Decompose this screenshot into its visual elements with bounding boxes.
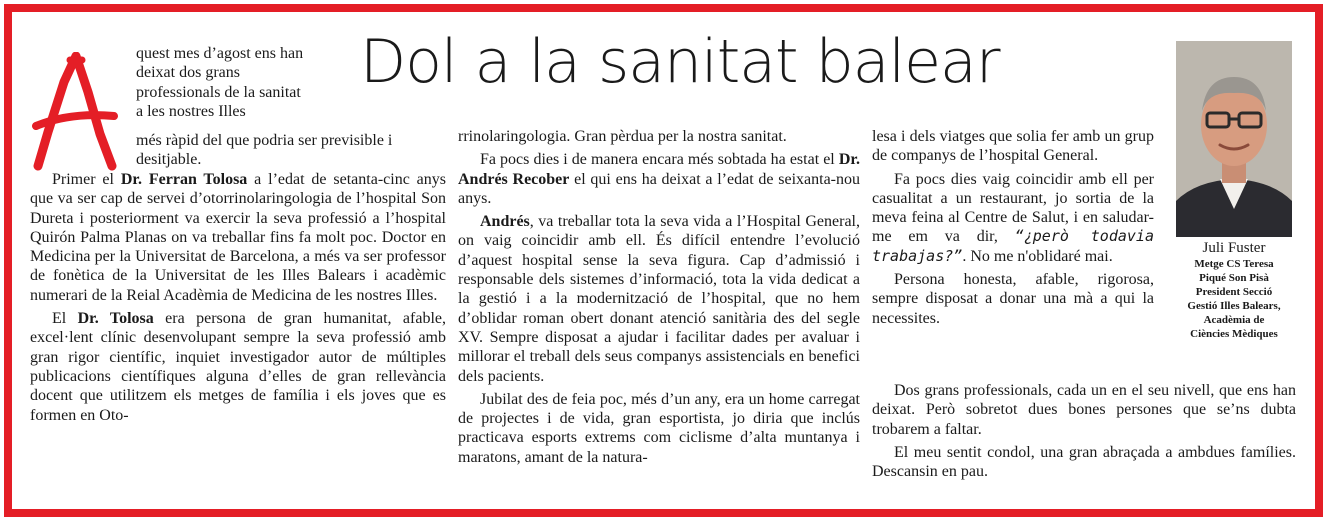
author-role-line: Piqué Son Pisà <box>1199 272 1269 284</box>
author-photo <box>1176 41 1292 237</box>
person-name: Dr. Tolosa <box>77 310 154 328</box>
author-role-line: Ciències Mèdiques <box>1190 328 1278 340</box>
person-name: Andrés <box>480 213 530 231</box>
paragraph: Jubilat des de feia poc, més d’un any, era un home carregat de projectes i de vida, gran esportista, jo diria que inclús practicava esports extrems com ciclisme d’alta muntanya i maratons, amant de la natura- <box>458 390 860 466</box>
paragraph: Andrés, va treballar tota la seva vida a l’Hospital General, on vaig coincidir amb ell. És difícil entendre l’evolució d’aquest hospital sense la seva figura. Cap d’admissió i responsable dels sistemes d’informació, tota la vida dedicat a la gestió i a la modernització de l’hospital, que no hem d’oblidar roman obert donant atenció sanitària des del segle XV. Sempre disposat a ajudar i facilitar dades per avaluar i millorar el treball dels seus companys assistencials en benefici dels pacients. <box>458 213 860 385</box>
author-role-line: Gestió Illes Balears, <box>1187 300 1281 312</box>
paragraph: Primer el Dr. Ferran Tolosa a l’edat de setanta-cinc anys que va ser cap de servei d’otorrinolaringologia de l’hospital Son Dureta i posteriorment va exercir la seva professió a l’hospital Quirón Palma Planas on va treballar fins fa molt poc. Doctor en Medicina per la Universitat de Barcelona, a més va ser professor de fonètica de la Universitat de les Illes Balears i acadèmic numerari de la Reial Acadèmia de Medicina de les nostres Illes. <box>30 171 446 304</box>
author-role-line: President Secció <box>1195 286 1273 298</box>
column-2 <box>458 127 860 471</box>
quote: “¿però todavia trabajas?” <box>872 227 1154 265</box>
column-3-lower <box>872 381 1296 485</box>
paragraph: Fa pocs dies i de manera encara més sobtada ha estat el Dr. Andrés Recober el qui ens ha deixat a l’edat de seixanta-nou anys. <box>458 151 861 207</box>
paragraph: El meu sentit condol, una gran abraçada a ambdues famílies. Descansin en pau. <box>872 443 1296 481</box>
paragraph: lesa i dels viatges que solia fer amb un grup de companys de l’hospital General. <box>872 128 1154 165</box>
dropcap-letter <box>30 52 120 172</box>
intro-text: quest mes d’agost ens han deixat dos grans professionals de la sanitat a les nostres Illes <box>136 45 304 120</box>
column-1 <box>30 170 446 429</box>
headline: Dol a la sanitat balear <box>360 27 1000 97</box>
person-name: Dr. Andrés Recober <box>458 151 860 188</box>
paragraph: El Dr. Tolosa era persona de gran humanitat, afable, excel·lent clínic desenvolupant sempre la seva professió amb gran rigor científic, inquiet investigador autor de múltiples publicacions científiques alguna d’elles de gran rellevància docent que utilitzem els metges de família i els joves que es formen en Oto- <box>30 310 446 424</box>
author-role-line: Metge CS Teresa <box>1194 258 1274 270</box>
column-3 <box>872 127 1154 332</box>
author-role-line: Acadèmia de <box>1203 314 1265 326</box>
intro-text-continued: més ràpid del que podria ser previsible i desitjable. <box>136 132 393 169</box>
paragraph: Fa pocs dies vaig coincidir amb ell per casualitat a un restaurant, jo sortia de la meva feina al Centre de Salut, i en saludar-me em va dir, “¿però todavia trabajas?”. No me n'oblidaré mai. <box>872 170 1154 265</box>
author-caption <box>1168 240 1300 341</box>
paragraph: Dos grans professionals, cada un en el seu nivell, que ens han deixat. Però sobretot dues bones persones que se’ns dubta trobarem a faltar. <box>872 382 1296 438</box>
author-name: Juli Fuster <box>1202 240 1266 256</box>
person-name: Dr. Ferran Tolosa <box>120 171 248 188</box>
paragraph: Persona honesta, afable, rigorosa, sempre disposat a donar una mà a qui la necessites. <box>872 271 1154 327</box>
paragraph: rrinolaringologia. Gran pèrdua per la nostra sanitat. <box>458 128 787 145</box>
